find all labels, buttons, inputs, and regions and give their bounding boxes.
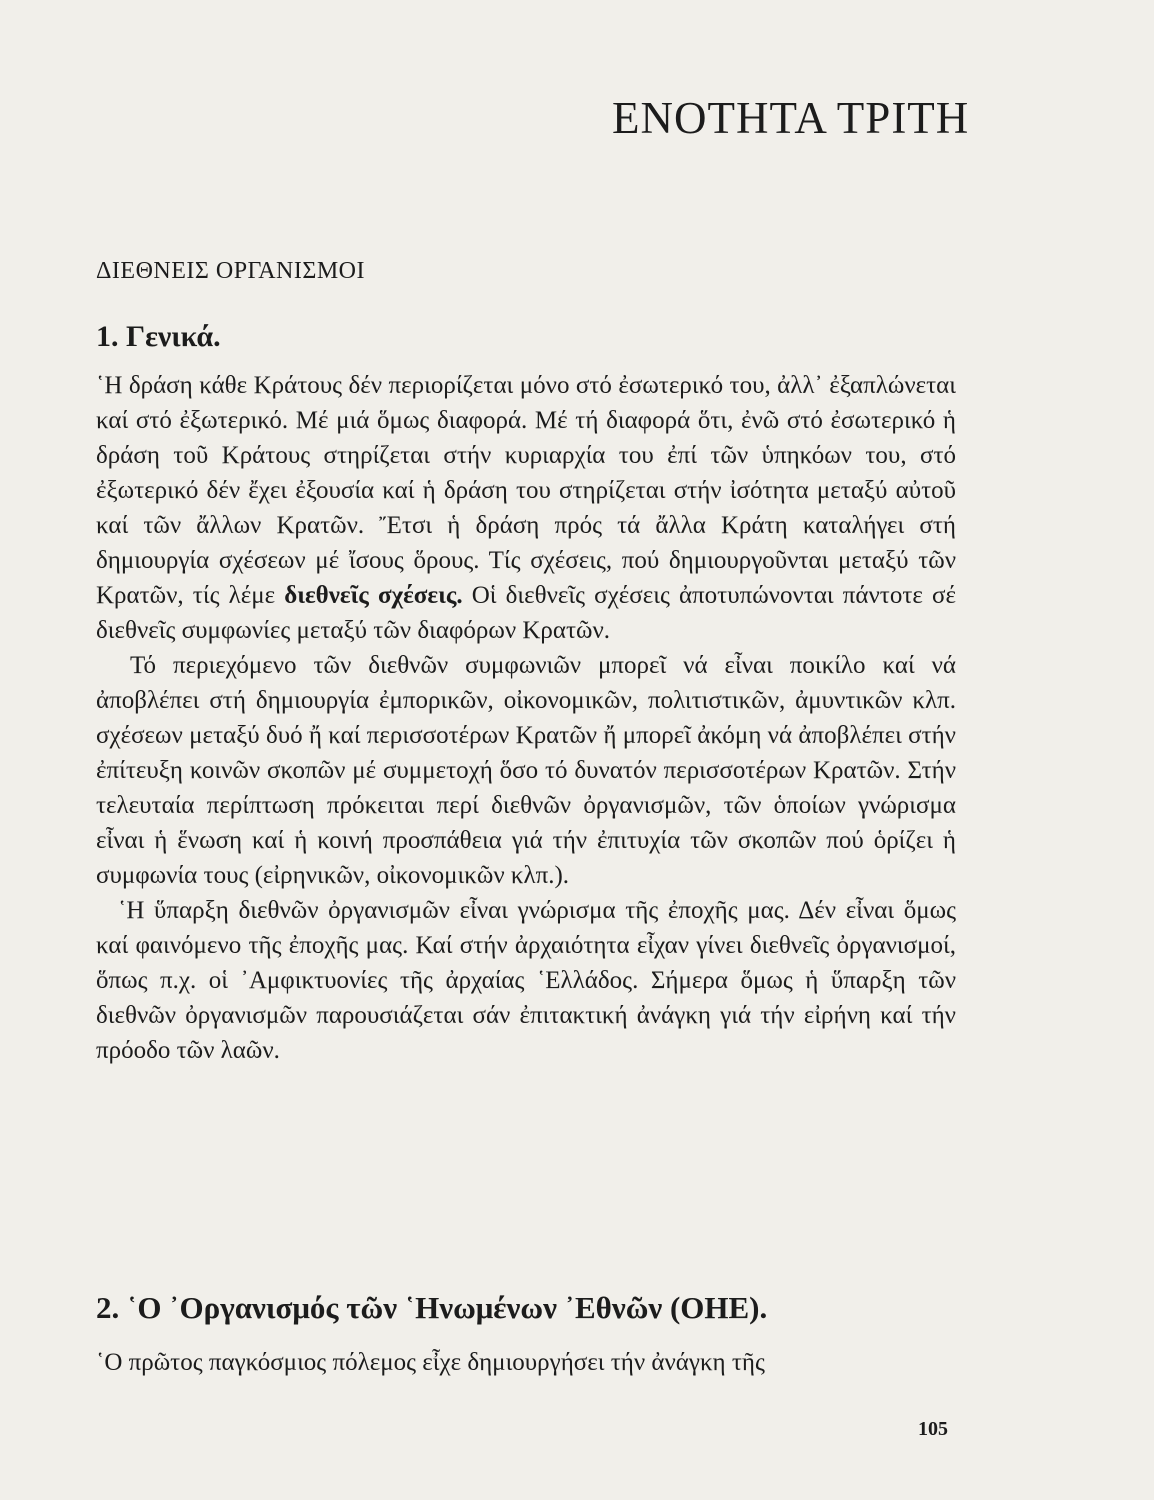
section-1-paragraph-1 bbox=[96, 368, 956, 648]
section-1-body bbox=[96, 368, 956, 1068]
term-international-relations: διεθνεῖς σχέσεις. bbox=[284, 582, 463, 609]
chapter-title: ΔΙΕΘΝΕΙΣ ΟΡΓΑΝΙΣΜΟΙ bbox=[96, 258, 365, 284]
section-1-paragraph-3: ῾Η ὕπαρξη διεθνῶν ὀργανισμῶν εἶναι γνώρισμα τῆς ἐποχῆς μας. Δέν εἶναι ὅμως καί φαινόμενο τῆς ἐποχῆς μας. Καί στήν ἀρχαιότητα εἶχαν γίνει διεθνεῖς ὀργανισμοί, ὅπως π.χ. οἱ ᾿Αμφικτυονίες τῆς ἀρχαίας ῾Ελλάδος. Σήμερα ὅμως ἡ ὕπαρξη τῶν διεθνῶν ὀργανισμῶν παρουσιάζεται σάν ἐπιτακτική ἀνάγκη γιά τήν εἰρήνη καί τήν πρόοδο τῶν λαῶν. bbox=[96, 897, 956, 1064]
section-1-paragraph-2: Τό περιεχόμενο τῶν διεθνῶν συμφωνιῶν μπορεῖ νά εἶναι ποικίλο καί νά ἀποβλέπει στή δημιουργία ἐμπορικῶν, οἰκονομικῶν, πολιτιστικῶν, ἀμυντικῶν κλπ. σχέσεων μεταξύ δυό ἤ καί περισσοτέρων Κρατῶν ἤ μπορεῖ ἀκόμη νά ἀποβλέπει στήν ἐπίτευξη κοινῶν σκοπῶν μέ συμμετοχή ὅσο τό δυνατόν περισσοτέρων Κρατῶν. Στήν τελευταία περίπτωση πρόκειται περί διεθνῶν ὀργανισμῶν, τῶν ὁποίων γνώρισμα εἶναι ἡ ἕνωση καί ἡ κοινή προσπάθεια γιά τήν ἐπιτυχία τῶν σκοπῶν πού ὁρίζει ἡ συμφωνία τους (εἰρηνικῶν, οἰκονομικῶν κλπ.). bbox=[96, 652, 956, 889]
section-2-heading: 2. ῾Ο ᾿Οργανισμός τῶν ῾Ηνωμένων ᾿Εθνῶν (ΟΗΕ). bbox=[96, 1290, 768, 1325]
unit-title: ΕΝΟΤΗΤΑ ΤΡΙΤΗ bbox=[612, 93, 970, 143]
paragraph-1-text-a: ῾Η δράση κάθε Κράτους δέν περιορίζεται μόνο στό ἐσωτερικό του, ἀλλ᾿ ἐξαπλώνεται καί στό ἐξωτερικό. Μέ μιά ὅμως διαφορά. Μέ τή διαφορά ὅτι, ἐνῶ στό ἐσωτερικό ἡ δράση τοῦ Κράτους στηρίζεται στήν κυριαρχία του ἐπί τῶν ὑπηκόων του, στό ἐξωτερικό δέν ἔχει ἐξουσία καί ἡ δράση του στηρίζεται στήν ἰσότητα μεταξύ αὐτοῦ καί τῶν ἄλλων Κρατῶν. Ἔτσι ἡ δράση πρός τά ἄλλα Κράτη καταλήγει στή δημιουργία σχέσεων μέ ἴσους ὅρους. Τίς σχέσεις, πού δημιουργοῦνται μεταξύ τῶν Κρατῶν, τίς λέμε bbox=[96, 372, 956, 609]
section-1-heading: 1. Γενικά. bbox=[96, 320, 221, 353]
page-number: 105 bbox=[918, 1418, 948, 1440]
section-2-paragraph-1: ῾Ο πρῶτος παγκόσμιος πόλεμος εἶχε δημιουργήσει τήν ἀνάγκη τῆς bbox=[96, 1349, 765, 1376]
paragraph-1-text-b: Οἱ διεθνεῖς σχέσεις ἀποτυπώνονται πάντοτε σέ διεθνεῖς συμφωνίες μεταξύ τῶν διαφόρων Κρατῶν. bbox=[96, 582, 956, 644]
section-2-body bbox=[96, 1345, 956, 1380]
